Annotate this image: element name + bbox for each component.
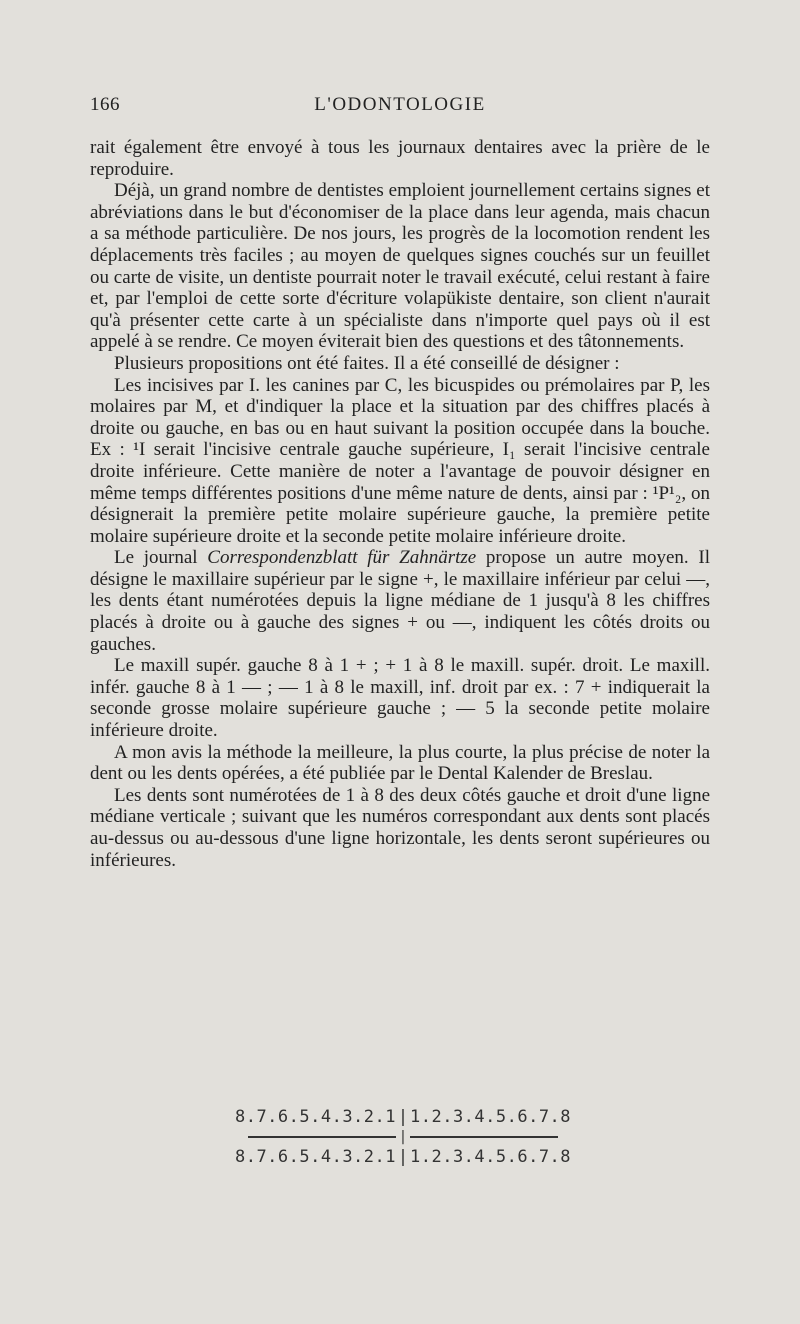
paragraph: Les incisives par I. les canines par C, les bicuspides ou prémolaires par P, les molaires par M, et d'indiquer la place et la situation par des chiffres placés à droite ou gauche, en bas ou en haut suivant la position occupée dans la bouche. Ex : ¹I serait l'incisive centrale gauche supérieure, I₁ serait l'incisive centrale droite inférieure. Cette manière de noter a l'avantage de pouvoir désigner en même temps différentes positions d'une même nature de dents, ainsi par : ¹P¹₂, on désignerait la première petite molaire supérieure gauche, la première petite molaire supérieure droite et la seconde petite molaire inférieure droite.: [90, 374, 710, 547]
dental-notation-chart: [228, 1104, 578, 1170]
page-number: 166: [90, 94, 120, 115]
journal-title: Correspondenzblatt für Zahnärtze: [207, 547, 477, 569]
paragraph: Déjà, un grand nombre de dentistes emploient journellement certains signes et abréviations dans le but d'économiser de la place dans leur agenda, mais chacun a sa méthode particulière. De nos jours, les progrès de la locomotion rendent les déplacements très faciles ; au moyen de quelques signes couchés sur un feuillet ou carte de visite, un dentiste pourrait noter le travail exécuté, celui restant à faire et, par l'emploi de cette sorte d'écriture volapükiste dentaire, son client n'aurait qu'à présenter cette carte à un spécialiste dans n'importe quel pays où il est appelé à se rendre. Ce moyen éviterait bien des questions et des tâtonnements.: [90, 180, 710, 353]
median-separator: |: [397, 1107, 409, 1127]
horizontal-rule: [228, 1130, 578, 1144]
lower-jaw-row: [228, 1144, 578, 1170]
paragraph: Plusieurs propositions ont été faites. Il a été conseillé de désigner :: [114, 352, 620, 374]
paragraph: A mon avis la méthode la meilleure, la plus courte, la plus précise de noter la dent ou les dents opérées, a été publiée par le Dental Kalender de Breslau.: [90, 741, 710, 785]
upper-left-teeth: 8.7.6.5.4.3.2.1: [234, 1107, 396, 1127]
median-separator: |: [397, 1147, 409, 1167]
upper-right-teeth: 1.2.3.4.5.6.7.8: [410, 1107, 572, 1127]
paragraph-journal: [90, 547, 710, 655]
journal-text-after: propose un autre moyen. Il désigne le maxillaire supérieur par le signe +, le maxillaire inférieur par celui —, les dents étant numérotées depuis la ligne médiane de 1 jusqu'à 8 les chiffres placés à droite ou à gauche des signes + ou —, indiquent les côtés droits ou gauches.: [90, 547, 710, 655]
paragraph: rait également être envoyé à tous les journaux dentaires avec la prière de le reproduire.: [90, 137, 710, 180]
upper-jaw-row: [228, 1104, 578, 1130]
rule-right: [410, 1136, 558, 1138]
lower-left-teeth: 8.7.6.5.4.3.2.1: [234, 1147, 396, 1167]
rule-left: [248, 1136, 396, 1138]
paragraph: Le maxill supér. gauche 8 à 1 + ; + 1 à 8 le maxill. supér. droit. Le maxill. infér. gauche 8 à 1 — ; — 1 à 8 le maxill, inf. droit par ex. : 7 + indiquerait la seconde grosse molaire supérieure gauche ; — 5 la seconde petite molaire inférieure droite.: [90, 655, 710, 742]
running-title: L'ODONTOLOGIE: [314, 94, 486, 115]
page-header: [90, 94, 710, 120]
lower-right-teeth: 1.2.3.4.5.6.7.8: [410, 1147, 572, 1167]
journal-text-before: Le journal: [114, 547, 208, 569]
paragraph: Les dents sont numérotées de 1 à 8 des deux côtés gauche et droit d'une ligne médiane verticale ; suivant que les numéros correspondant aux dents sont placés au-dessus ou au-dessous d'une ligne horizontale, les dents seront supérieures ou inférieures.: [90, 784, 710, 871]
body-text: [90, 137, 710, 871]
median-separator: |: [398, 1129, 408, 1145]
